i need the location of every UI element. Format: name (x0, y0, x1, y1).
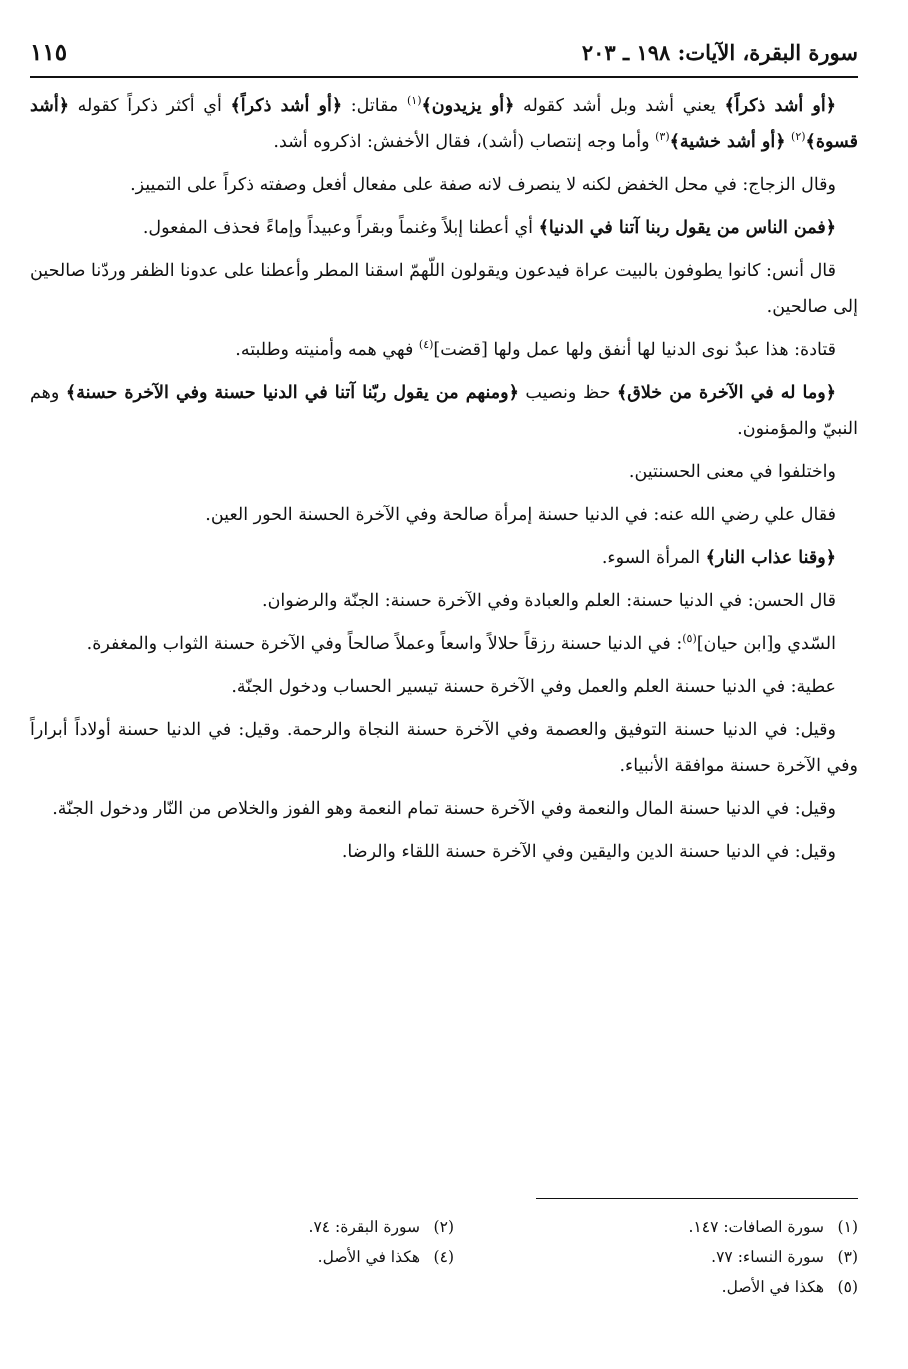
footnotes (60, 1212, 858, 1302)
quran-quote: ﴿وقنا عذاب النار﴾ (705, 548, 836, 568)
footnote-ref: (٥) (682, 632, 697, 646)
quran-quote: ﴿أو أشد ذكراً﴾ (230, 96, 343, 116)
footnote-2: (٢)سورة البقرة: ٧٤. (308, 1218, 454, 1236)
paragraph-9: ﴿وقنا عذاب النار﴾ المرأة السوء. (601, 548, 836, 568)
paragraph-12: عطية: في الدنيا حسنة العلم والعمل وفي الآخرة حسنة تيسير الحساب ودخول الجنّة. (231, 677, 836, 697)
running-head: سورة البقرة، الآيات: ١٩٨ ـ ٢٠٣ (581, 39, 858, 65)
quran-quote: ﴿فمن الناس من يقول ربنا آتنا في الدنيا﴾ (538, 218, 836, 238)
quran-quote: ﴿أو أشد ذكراً﴾ (724, 96, 836, 116)
page-header (30, 30, 858, 74)
paragraph-5: قتادة: هذا عبدٌ نوى الدنيا لها أنفق ولها عمل ولها [قضت]$^{(٤)}$ فهي همه وأمنيته وطلبته. (235, 338, 836, 360)
main-text (30, 88, 858, 877)
footnote-ref: (١) (406, 94, 422, 108)
quran-quote: ﴿ومنهم من يقول ربّنا آتنا في الدنيا حسنة وفي الآخرة حسنة﴾ (65, 383, 519, 403)
paragraph-1: ﴿أو أشد ذكراً﴾ يعني أشد وبل أشد كقوله ﴿أو يزيدون﴾$^{(١)}$ مقاتل: ﴿أو أشد ذكراً﴾ أي أكثر ذكراً كقوله ﴿أشد قسوة﴾$^{(٢)}$ ﴿أو أشد خشية﴾$^{(٣)}$ وأما وجه إنتصاب (أشد)، فقال الأخفش: اذكروه أشد. (30, 94, 858, 152)
page-number: ١١٥ (30, 38, 68, 66)
paragraph-2: وقال الزجاج: في محل الخفض لكنه لا ينصرف لانه صفة على مفعال أفعل وصفته ذكراً على التمييز. (130, 175, 836, 195)
quran-quote: ﴿أشد قسوة﴾ (30, 96, 858, 152)
footnote-ref: (٤) (418, 338, 434, 352)
paragraph-15: وقيل: في الدنيا حسنة الدين واليقين وفي الآخرة حسنة اللقاء والرضا. (341, 842, 836, 862)
paragraph-14: وقيل: في الدنيا حسنة المال والنعمة وفي الآخرة حسنة تمام النعمة وهو الفوز والخلاص من النّار ودخول الجنّة. (52, 799, 836, 819)
footnote-4: (٤)هكذا في الأصل. (317, 1248, 454, 1266)
quran-quote: ﴿أو أشد خشية﴾ (669, 132, 786, 152)
paragraph-8: فقال علي رضي الله عنه: في الدنيا حسنة إمرأة صالحة وفي الآخرة الحسنة الحور العين. (205, 505, 836, 525)
paragraph-7: واختلفوا في معنى الحسنتين. (628, 462, 836, 482)
quran-quote: ﴿أو يزيدون﴾ (421, 96, 515, 116)
paragraph-6: ﴿وما له في الآخرة من خلاق﴾ حظ ونصيب ﴿ومنهم من يقول ربّنا آتنا في الدنيا حسنة وفي الآخرة حسنة﴾ وهم النبيّ والمؤمنون. (30, 383, 858, 439)
footnote-1: (١)سورة الصافات: ١٤٧. (688, 1218, 858, 1236)
footnote-divider (536, 1198, 858, 1199)
footnote-5: (٥)هكذا في الأصل. (721, 1278, 858, 1296)
footnote-3: (٣)سورة النساء: ٧٧. (711, 1248, 858, 1266)
paragraph-4: قال أنس: كانوا يطوفون بالبيت عراة فيدعون ويقولون اللّهمّ اسقنا المطر وأعطنا على عدونا الظفر وردّنا صالحين إلى صالحين. (30, 261, 858, 317)
quran-quote: ﴿وما له في الآخرة من خلاق﴾ (617, 383, 836, 403)
paragraph-11: السّدي و[ابن حيان]$^{(٥)}$: في الدنيا حسنة رزقاً حلالاً واسعاً وعملاً صالحاً وفي الآخرة حسنة الثواب والمغفرة. (86, 632, 836, 654)
header-divider (30, 76, 858, 78)
paragraph-3: ﴿فمن الناس من يقول ربنا آتنا في الدنيا﴾ أي أعطنا إبلاً وغنماً وبقراً وعبيداً وإماءً فحذف المفعول. (142, 218, 836, 238)
paragraph-13: وقيل: في الدنيا حسنة التوفيق والعصمة وفي الآخرة حسنة النجاة والرحمة. وقيل: في الدنيا حسنة أولاداً أبراراً وفي الآخرة حسنة موافقة الأنبياء. (30, 720, 858, 776)
footnote-ref: (٢) (791, 130, 806, 144)
footnote-ref: (٣) (655, 130, 670, 144)
paragraph-10: قال الحسن: في الدنيا حسنة: العلم والعبادة وفي الآخرة حسنة: الجنّة والرضوان. (262, 591, 836, 611)
